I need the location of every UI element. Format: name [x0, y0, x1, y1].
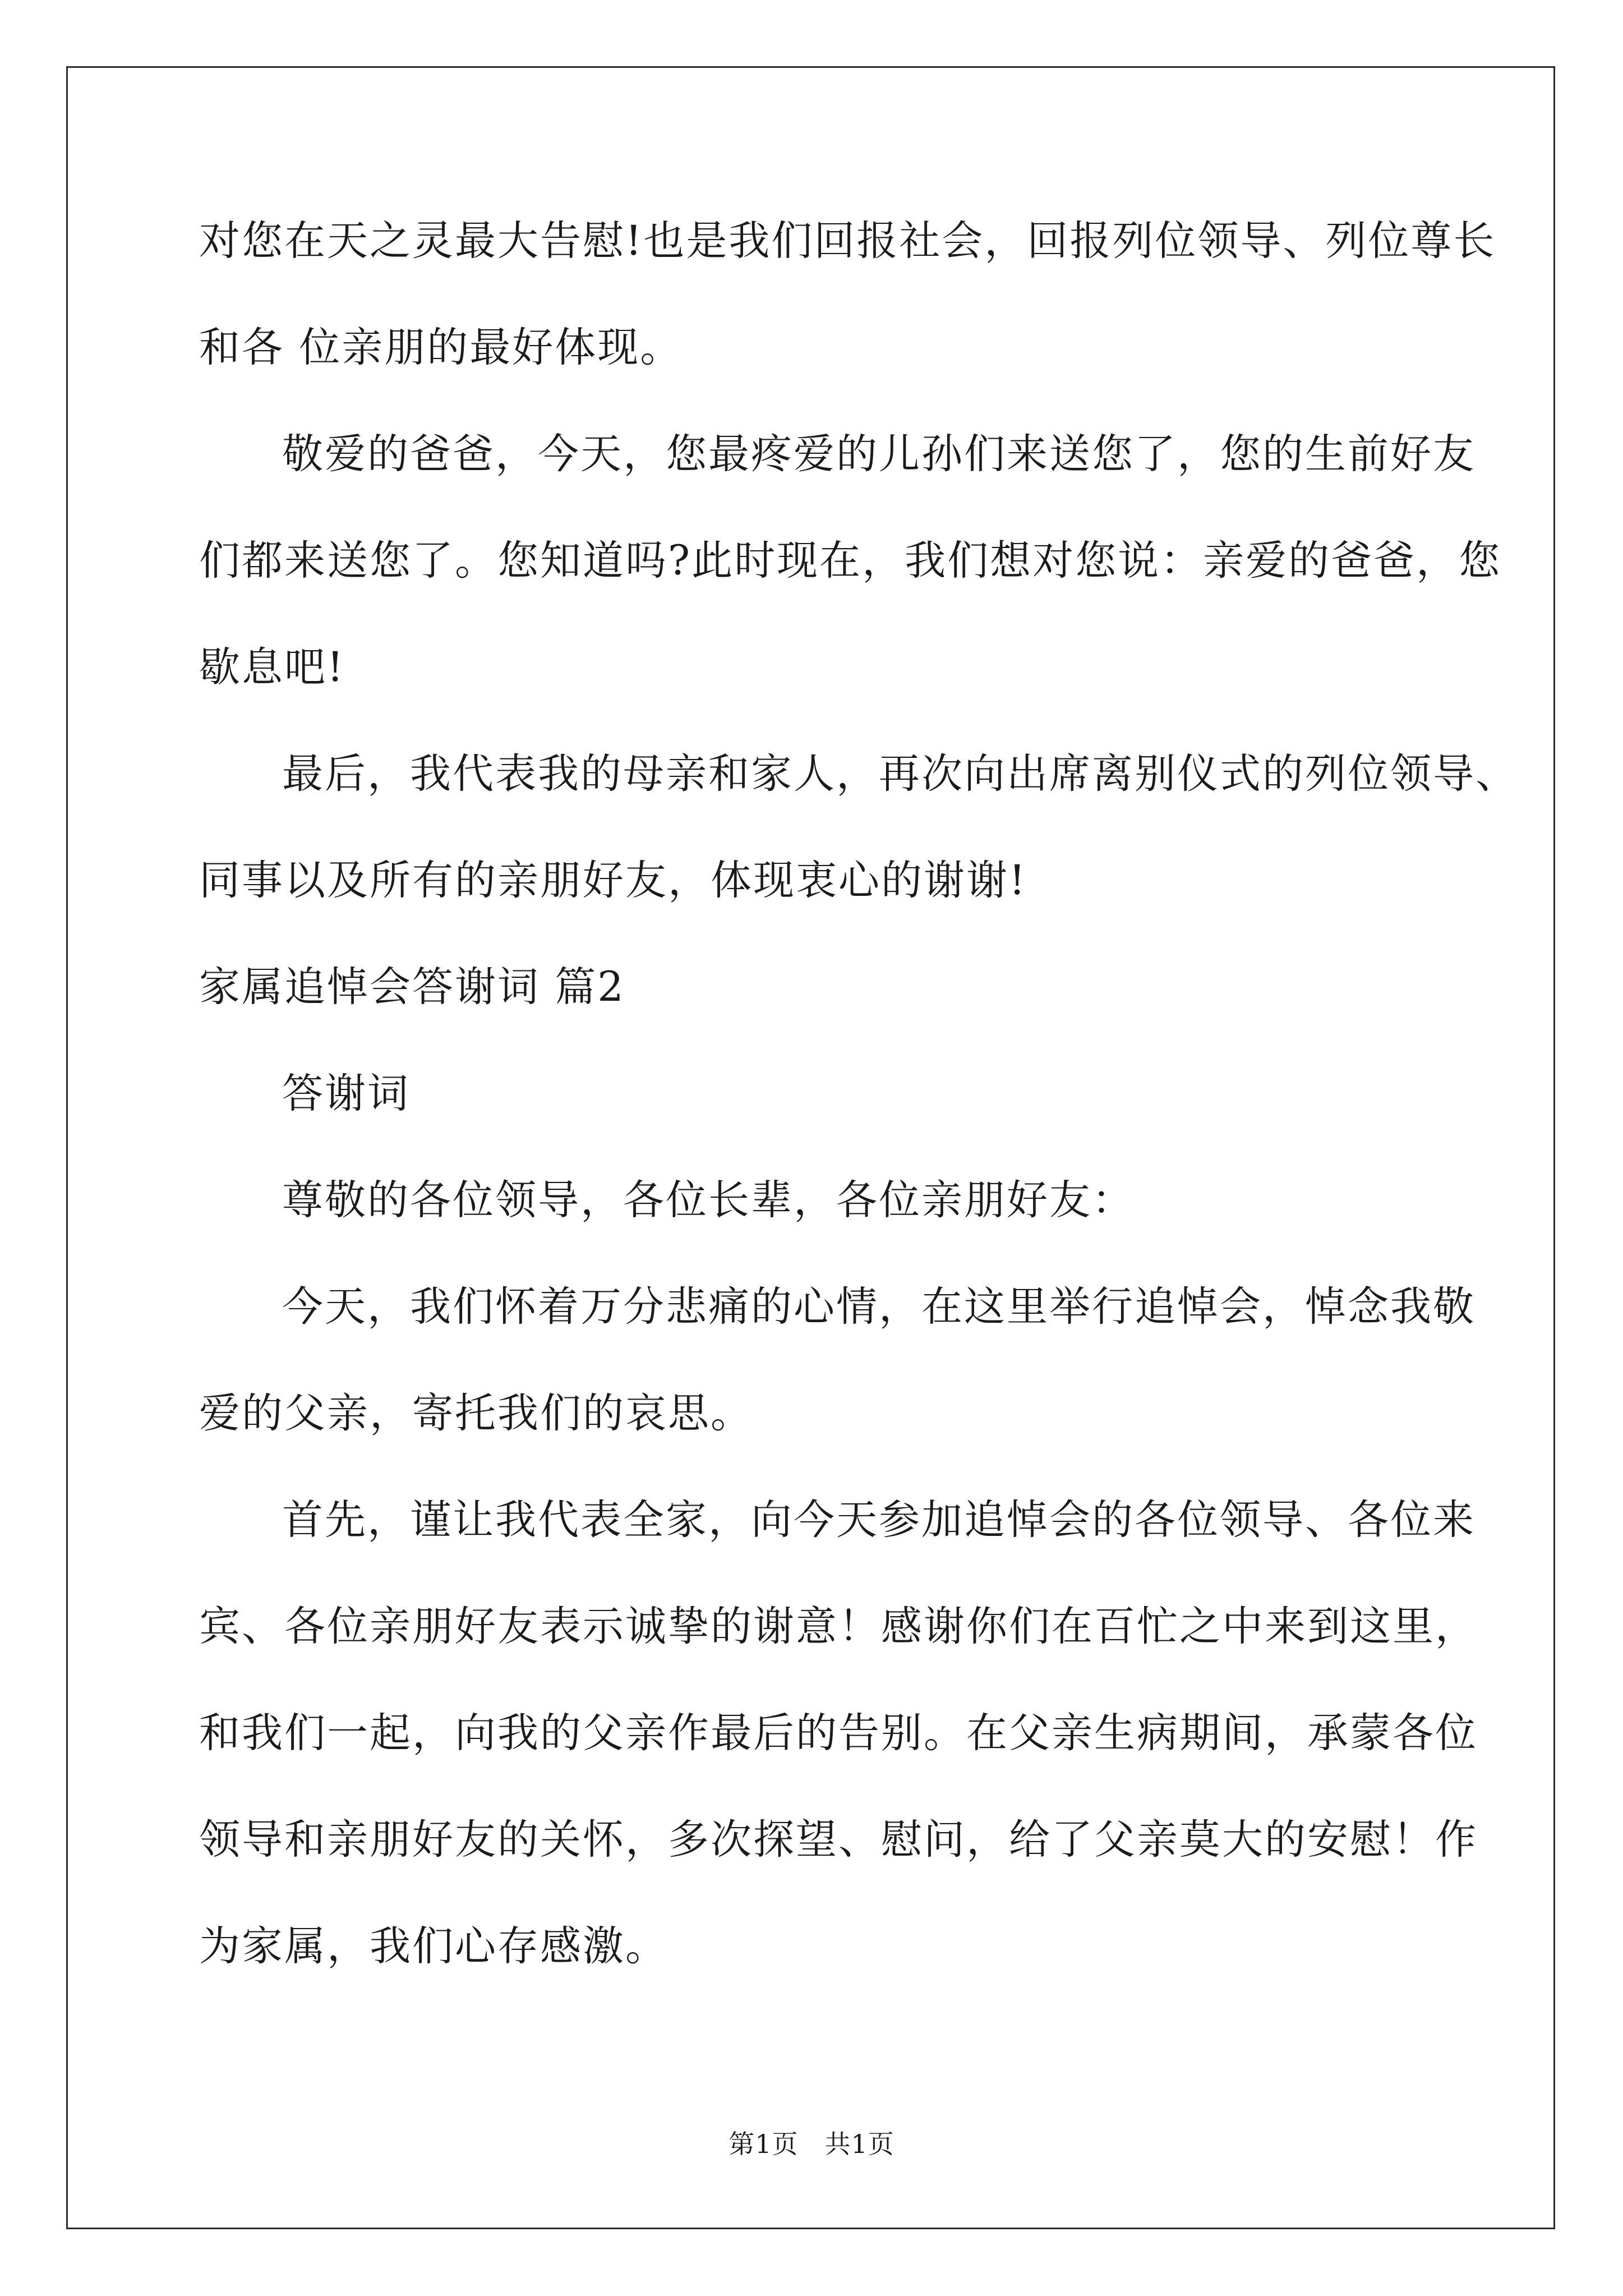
text-line-12: 爱的父亲，寄托我们的哀思。 — [199, 1389, 753, 1437]
text-line-9: 答谢词 — [282, 1070, 410, 1117]
text-line-6: 最后，我代表我的母亲和家人，再次向出席离别仪式的列位领导、 — [282, 750, 1518, 798]
text-line-2: 和各 位亲朋的最好体现。 — [199, 324, 683, 371]
text-line-5: 歇息吧! — [199, 643, 345, 691]
text-line-11: 今天，我们怀着万分悲痛的心情，在这里举行追悼会，悼念我敬 — [282, 1283, 1476, 1331]
text-line-10: 尊敬的各位领导，各位长辈，各位亲朋好友： — [282, 1176, 1135, 1224]
text-line-13: 首先，谨让我代表全家，向今天参加追悼会的各位领导、各位来 — [282, 1496, 1476, 1544]
text-line-3: 敬爱的爸爸，今天，您最疼爱的儿孙们来送您了，您的生前好友 — [282, 430, 1476, 478]
text-line-7: 同事以及所有的亲朋好友，体现衷心的谢谢! — [199, 857, 1027, 904]
text-line-17: 为家属，我们心存感激。 — [199, 1922, 668, 1970]
text-line-15: 和我们一起，向我的父亲作最后的告别。在父亲生病期间，承蒙各位 — [199, 1709, 1478, 1757]
text-line-1: 对您在天之灵最大告慰!也是我们回报社会，回报列位领导、列位尊长 — [199, 217, 1496, 265]
text-line-4: 们都来送您了。您知道吗?此时现在，我们想对您说：亲爱的爸爸，您 — [199, 537, 1502, 585]
text-line-16: 领导和亲朋好友的关怀，多次探望、慰问，给了父亲莫大的安慰！作 — [199, 1816, 1478, 1864]
section-heading: 家属追悼会答谢词 篇2 — [199, 963, 625, 1011]
page-border — [66, 66, 1555, 2229]
page-number-footer: 第1页 共1页 — [728, 2129, 895, 2159]
text-line-14: 宾、各位亲朋好友表示诚挚的谢意！感谢你们在百忙之中来到这里， — [199, 1603, 1478, 1650]
